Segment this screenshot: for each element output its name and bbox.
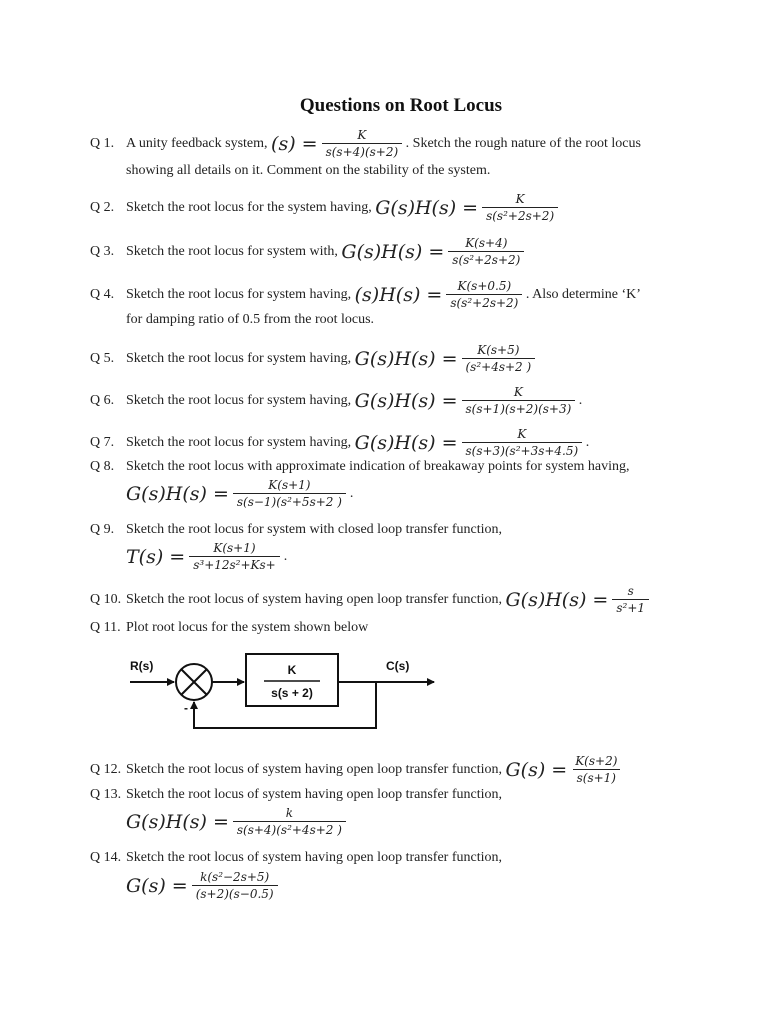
question-text: Sketch the root locus of system having open loop transfer function, (126, 850, 502, 865)
question-number: Q 2. (90, 200, 115, 216)
feedback-sign: - (184, 701, 188, 715)
question-11 (90, 619, 368, 637)
question-13-equation (126, 806, 346, 838)
transfer-function: G(s)H(s) = $\frac{s}{\text{s²+1}}$ (505, 584, 649, 616)
question-text-tail: . (585, 435, 590, 450)
transfer-function: G(s)H(s) = $\frac{K(s+1)}{\text{s(s−1)(s²+5s+2 )}}$ (126, 478, 346, 510)
summing-junction (176, 664, 212, 700)
question-number: Q 7. (90, 435, 115, 451)
transfer-function: G(s)H(s) = $\frac{K}{s(s+1)(s+2)(s+3)}$ (355, 385, 576, 417)
question-number: Q 13. (90, 787, 122, 802)
question-3 (90, 236, 524, 268)
question-text: Plot root locus for the system shown below (126, 620, 369, 635)
transfer-function: (s) = $\frac{K}{s(s+4)(s+2)}$ (271, 128, 402, 160)
question-7 (90, 427, 589, 459)
transfer-function: G(s)H(s) = $\frac{k}{\text{s(s+4)(s²+4s+2 )}}$ (126, 806, 346, 838)
question-text-tail: . Sketch the rough nature of the root locus (405, 136, 641, 151)
page-title: Questions on Root Locus (299, 95, 503, 116)
transfer-function: (s)H(s) = $\frac{K(s+0.5)}{\text{s(s²+2s+2)}}$ (355, 279, 523, 311)
question-1-continuation: showing all details on it. Comment on the stability of the system. (126, 163, 491, 178)
question-text: Sketch the root locus for system having, (126, 351, 352, 367)
question-number: Q 1. (90, 136, 115, 152)
question-12 (90, 754, 621, 786)
question-4-continuation: for damping ratio of 0.5 from the root locus. (126, 312, 375, 327)
question-10 (90, 584, 649, 616)
question-9-equation: T(s) = $\frac{K(s+1)}{\text{s³+12s²+Ks+}}$ . (126, 541, 288, 572)
question-2 (90, 192, 558, 224)
block-denominator: s(s + 2) (271, 686, 313, 700)
question-text: Sketch the root locus for system with closed loop transfer function, (126, 522, 502, 537)
question-number: Q 8. (90, 459, 115, 474)
question-5 (90, 343, 535, 375)
question-text: Sketch the root locus for system having, (126, 393, 352, 409)
question-6 (90, 385, 582, 417)
transfer-function: G(s)H(s) = $\frac{K}{\text{s(s+3)(s²+3s+4.5)}}$ (355, 427, 583, 459)
question-number: Q 9. (90, 522, 115, 537)
question-text: Sketch the root locus for system with, (126, 244, 338, 260)
question-text-tail: . Also determine ‘K’ (525, 287, 641, 302)
transfer-function: G(s)H(s) = $\frac{K(s+5)}{\text{(s²+4s+2 )}}$ (355, 343, 536, 375)
question-text-tail: . (578, 393, 583, 408)
question-4 (90, 279, 641, 311)
question-number: Q 12. (90, 762, 122, 778)
output-label: C(s) (386, 659, 410, 673)
question-13 (90, 786, 502, 804)
transfer-function: T(s) = $\frac{K(s+1)}{\text{s³+12s²+Ks+}}$ (126, 541, 280, 573)
question-1 (90, 128, 641, 160)
transfer-function: G(s)H(s) = $\frac{K}{\text{s(s²+2s+2)}}$ (375, 192, 558, 224)
question-8-equation: G(s)H(s) = $\frac{K(s+1)}{\text{s(s−1)(s²+5s+2 )}}$ . (126, 478, 354, 509)
block-diagram (128, 644, 442, 738)
block-numerator: K (287, 663, 297, 677)
question-number: Q 14. (90, 850, 122, 865)
transfer-function: G(s)H(s) = $\frac{K(s+4)}{\text{s(s²+2s+2)}}$ (341, 236, 524, 268)
question-text: Sketch the root locus for the system having, (126, 200, 372, 216)
question-text: Sketch the root locus for system having, (126, 435, 352, 451)
question-text: A unity feedback system, (126, 136, 268, 152)
question-14 (90, 849, 502, 867)
question-text: Sketch the root locus of system having open loop transfer function, (126, 787, 502, 802)
question-number: Q 4. (90, 287, 115, 303)
question-8 (90, 458, 630, 476)
question-number: Q 3. (90, 244, 115, 260)
transfer-function: G(s) = $\frac{K(s+2)}{s(s+1)}$ (505, 754, 621, 786)
question-9 (90, 521, 502, 539)
input-label: R(s) (130, 659, 154, 673)
question-text: Sketch the root locus for system having, (126, 287, 352, 303)
question-text: Sketch the root locus of system having open loop transfer function, (126, 762, 502, 778)
question-number: Q 5. (90, 351, 115, 367)
transfer-function: G(s) = $\frac{\text{k(s²−2s+5)}}{(s+2)(s-0.5)}$ (126, 870, 278, 902)
question-number: Q 11. (90, 620, 121, 635)
question-number: Q 6. (90, 393, 115, 409)
question-text: Sketch the root locus of system having open loop transfer function, (126, 592, 502, 608)
question-number: Q 10. (90, 592, 122, 608)
question-14-equation (126, 870, 278, 902)
question-text: Sketch the root locus with approximate indication of breakaway points for system having, (126, 459, 630, 474)
